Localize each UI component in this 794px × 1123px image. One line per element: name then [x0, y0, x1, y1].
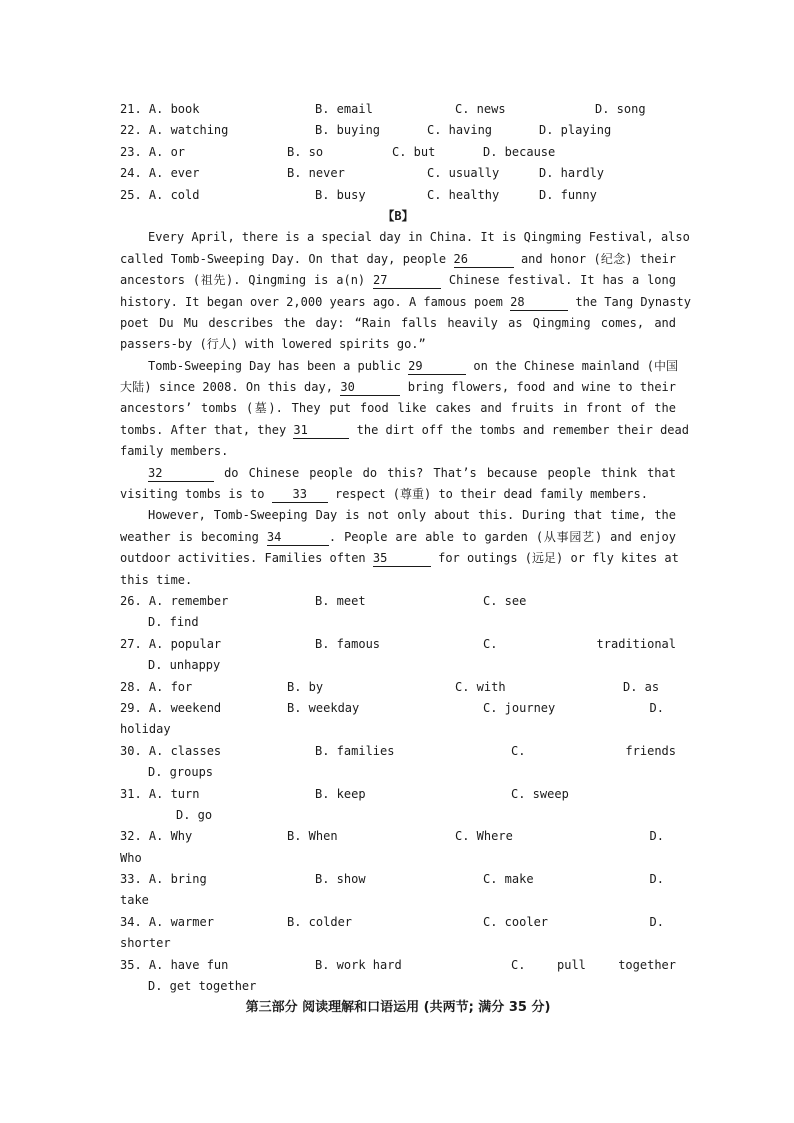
option-b: B. busy [315, 187, 366, 202]
passage-line: Every April, there is a special day in China. It is Qingming Festival, also [148, 230, 690, 245]
exam-page [120, 99, 691, 1019]
option-b: B. so [287, 144, 324, 159]
passage-line [120, 527, 676, 548]
option-c: C. make [483, 872, 534, 887]
passage-text: the dirt off the tombs and remember their dead [356, 422, 689, 437]
blank-34: 34 [267, 530, 329, 546]
question-22 [120, 120, 676, 141]
option-a: 28. A. for [120, 679, 193, 694]
blank-32: 32 [148, 466, 214, 482]
option-c-text: traditional [596, 636, 676, 651]
option-c: C. having [427, 123, 493, 138]
question-32 [120, 826, 676, 847]
option-d-text: Who [120, 850, 142, 865]
option-b: B. buying [315, 123, 381, 138]
option-d: D. go [176, 807, 213, 822]
blank-26: 26 [454, 252, 514, 268]
option-a: 21. A. book [120, 102, 200, 116]
passage-text: visiting tombs is to [120, 487, 265, 502]
passage-text: for outings (远足) or fly kites at [438, 551, 679, 566]
option-c-text: friends [625, 743, 676, 758]
option-d: D. hardly [539, 166, 605, 181]
option-a: 34. A. warmer [120, 914, 214, 929]
option-a: 32. A. Why [120, 829, 193, 844]
passage-text: weather is becoming [120, 529, 259, 544]
option-b: B. by [287, 679, 324, 694]
option-d: D. [649, 829, 664, 844]
option-a: 29. A. weekend [120, 700, 222, 715]
passage-line: family members. [120, 444, 229, 459]
passage-text: on the Chinese mainland (中国 [473, 358, 678, 373]
option-c: C. sweep [511, 786, 569, 801]
option-c: C. healthy [427, 187, 500, 202]
passage-line: this time. [120, 572, 193, 587]
passage-line [120, 548, 679, 569]
passage-line: However, Tomb-Sweeping Day is not only about this. During that time, the [148, 508, 676, 523]
option-c: C. see [483, 593, 527, 608]
passage-line [120, 270, 676, 291]
passage-line [120, 484, 676, 505]
passage-text: 大陆) since 2008. On this day, [120, 380, 333, 395]
blank-27: 27 [373, 273, 441, 289]
option-c: C. news [455, 102, 506, 116]
question-30 [120, 741, 676, 762]
option-d: D. funny [539, 187, 597, 202]
passage-text: the Tang Dynasty [575, 294, 691, 309]
question-33 [120, 869, 676, 890]
option-c: C. cooler [483, 914, 549, 929]
question-29-cont [120, 719, 676, 740]
blank-28: 28 [510, 295, 568, 311]
question-28 [120, 677, 676, 698]
option-d: D. playing [539, 123, 612, 138]
option-c: C. usually [427, 166, 500, 181]
option-d: D. because [483, 144, 556, 159]
passage-line [120, 463, 676, 484]
question-30-cont [120, 762, 676, 783]
passage-line [120, 420, 689, 441]
option-d: D. unhappy [148, 658, 221, 673]
option-c-text: pull [557, 957, 586, 972]
question-33-cont [120, 890, 676, 911]
passage-line: ancestors’ tombs (墓). They put food like cakes and fruits in front of the [120, 401, 676, 416]
option-d-text: holiday [120, 722, 171, 737]
question-24 [120, 163, 676, 184]
section-b-heading: 【B】 [382, 208, 414, 223]
option-a: 31. A. turn [120, 786, 200, 801]
option-d: D. [649, 872, 664, 887]
question-32-cont [120, 848, 676, 869]
option-d: D. groups [148, 765, 214, 780]
option-a: 25. A. cold [120, 187, 200, 202]
option-a: 24. A. ever [120, 166, 200, 181]
option-b: B. work hard [315, 957, 402, 972]
blank-31: 31 [293, 423, 349, 439]
question-31 [120, 784, 676, 805]
blank-30: 30 [340, 380, 400, 396]
option-c: C. but [392, 144, 436, 159]
option-c-text-2: together [618, 957, 676, 972]
option-b: B. email [315, 102, 373, 116]
option-d: D. as [623, 679, 660, 694]
option-c: C. [483, 636, 498, 651]
option-a: 22. A. watching [120, 123, 229, 138]
passage-text: called Tomb-Sweeping Day. On that day, people [120, 251, 447, 266]
question-23 [120, 142, 676, 163]
question-34 [120, 912, 676, 933]
option-d: D. song [595, 102, 646, 116]
passage-line: poet Du Mu describes the day: “Rain falls heavily as Qingming comes, and [120, 315, 676, 330]
option-b: B. families [315, 743, 395, 758]
option-b: B. meet [315, 593, 366, 608]
option-a: 27. A. popular [120, 636, 222, 651]
section-3-heading: 第三部分 阅读理解和口语运用 (共两节; 满分 35 分) [245, 1000, 551, 1016]
option-d: D. find [148, 615, 199, 630]
blank-33: 33 [272, 487, 328, 503]
option-b: B. colder [287, 914, 353, 929]
passage-line [120, 292, 691, 313]
question-25 [120, 185, 676, 206]
question-35 [120, 955, 676, 976]
question-34-cont [120, 933, 676, 954]
option-a: 30. A. classes [120, 743, 222, 758]
blank-35: 35 [373, 551, 431, 567]
passage-text: tombs. After that, they [120, 422, 287, 437]
passage-line [120, 377, 676, 398]
option-c: C. Where [455, 829, 513, 844]
option-b: B. weekday [287, 700, 360, 715]
option-c: C. [511, 957, 526, 972]
question-35-cont [120, 976, 676, 997]
passage-text: ancestors (祖先). Qingming is a(n) [120, 273, 366, 288]
question-27-cont [120, 655, 676, 676]
passage-text: Tomb-Sweeping Day has been a public [148, 358, 401, 373]
option-d: D. get together [148, 979, 257, 994]
passage-line: passers-by (行人) with lowered spirits go.” [120, 337, 426, 352]
question-29 [120, 698, 676, 719]
passage-text: respect (尊重) to their dead family members. [334, 487, 648, 502]
passage-text: . People are able to garden (从事园艺) and enjoy [328, 529, 676, 544]
option-a: 23. A. or [120, 144, 186, 159]
option-b: B. never [287, 166, 345, 181]
option-d-text: shorter [120, 936, 171, 951]
passage-text: bring flowers, food and wine to their [407, 380, 676, 395]
option-b: B. famous [315, 636, 381, 651]
option-d: D. [649, 914, 664, 929]
passage-text: do Chinese people do this? That’s because people think that [224, 465, 676, 480]
question-26-cont [120, 612, 676, 633]
question-27 [120, 634, 676, 655]
question-26 [120, 591, 676, 612]
passage-text: outdoor activities. Families often [120, 551, 366, 566]
option-b: B. show [315, 872, 366, 887]
passage-text: and honor (纪念) their [520, 251, 677, 266]
blank-29: 29 [408, 359, 466, 375]
option-d-text: take [120, 893, 149, 908]
option-b: B. keep [315, 786, 366, 801]
option-a: 35. A. have fun [120, 957, 229, 972]
option-c: C. [511, 743, 526, 758]
option-d: D. [649, 700, 664, 715]
passage-line [120, 249, 676, 270]
option-b: B. When [287, 829, 338, 844]
passage-text: history. It began over 2,000 years ago. A famous poem [120, 294, 503, 309]
option-c: C. with [455, 679, 506, 694]
question-31-cont [120, 805, 676, 826]
passage-text: Chinese festival. It has a long [448, 273, 676, 288]
option-a: 26. A. remember [120, 593, 229, 608]
passage-line [120, 356, 676, 377]
option-a: 33. A. bring [120, 872, 207, 887]
option-c: C. journey [483, 700, 556, 715]
question-21 [120, 99, 676, 120]
